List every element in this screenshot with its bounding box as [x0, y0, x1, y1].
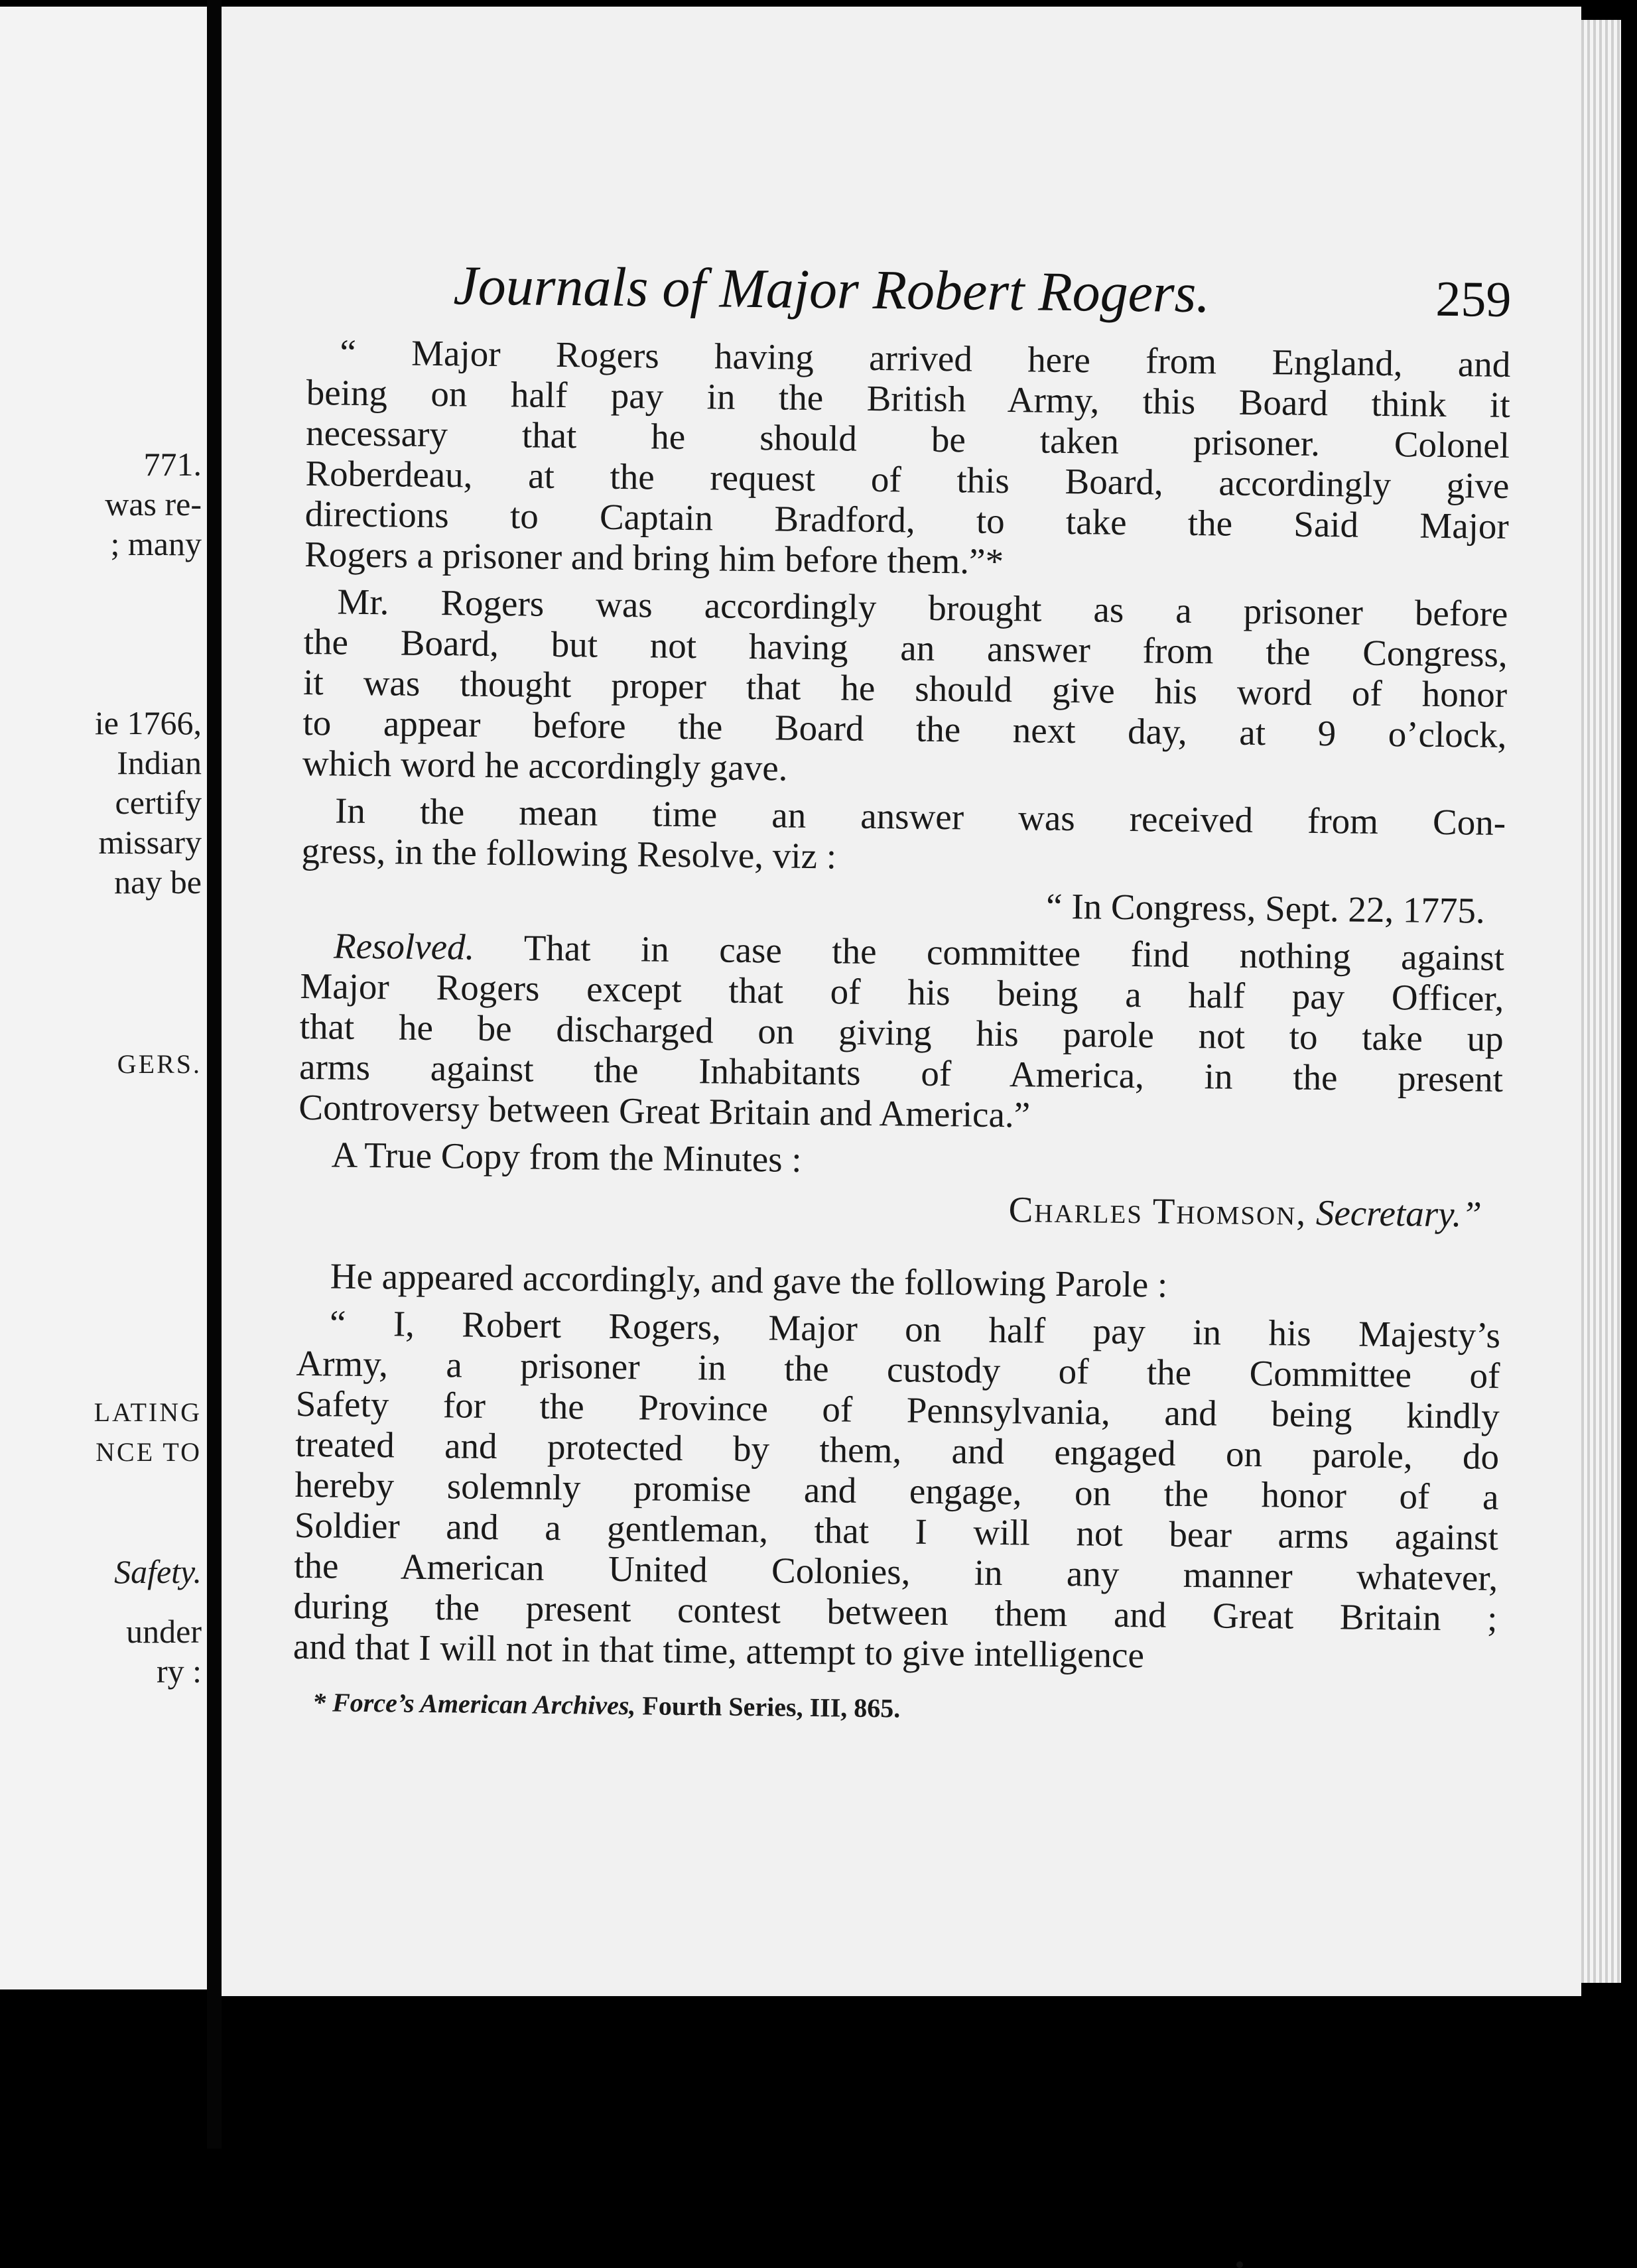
left-page-line: ; many [110, 525, 202, 562]
text-line: the Board, but not having an answer from the Congress, [303, 621, 1508, 674]
footnote [293, 1686, 1496, 1730]
left-page-line: was re- [105, 485, 202, 523]
left-page-line: 771. [143, 446, 202, 483]
text-line: and that I will not in that time, attempt to give intelligence [293, 1625, 1145, 1676]
book-gutter [207, 0, 222, 2149]
text-line: Army, a prisoner in the custody of the Committee of [296, 1342, 1500, 1396]
text-line: which word he accordingly gave. [302, 742, 788, 788]
paragraph-board-minutes [304, 332, 1511, 587]
true-copy-line [298, 1134, 1502, 1187]
text-line: Roberdeau, at the request of this Board, accordingly give [305, 452, 1510, 506]
text-line: Mr. Rogers was accordingly brought as a prisoner before [337, 581, 1508, 634]
text-line: directions to Captain Bradford, to take the Said Major [304, 493, 1510, 546]
footnote-marker: * [312, 1687, 333, 1718]
paragraph-resolution [298, 925, 1504, 1140]
left-page-line: GERS. [117, 1049, 202, 1079]
paragraph-answer-received [301, 790, 1506, 883]
text-line: Rogers a prisoner and bring him before them.”* [304, 533, 1004, 582]
text-line: it was thought proper that he should give his word of honor [302, 661, 1508, 715]
page-content [293, 252, 1512, 1730]
scan-border [1621, 0, 1637, 2149]
text-line: to appear before the Board the next day, at 9 o’clock, [302, 702, 1507, 755]
text-line: “ Major Rogers having arrived here from England, and [340, 332, 1511, 385]
resolved-label: Resolved. [333, 925, 475, 968]
running-title: Journals of Major Robert Rogers. [452, 255, 1211, 325]
print-speck [1236, 2261, 1243, 2268]
left-page-line: ry : [156, 1653, 202, 1690]
left-page-line: under [126, 1613, 202, 1650]
footnote-source: Force’s American Archives, [332, 1687, 636, 1721]
text-line: Major Rogers except that of his being a half pay Officer, [300, 965, 1504, 1019]
footnote-citation: Fourth Series, III, 865. [635, 1690, 901, 1724]
signature-line [298, 1181, 1502, 1236]
text-line: the American United Colonies, in any manner whatever, [293, 1544, 1498, 1598]
resolution-first-line-text: That in case the committee find nothing against [474, 926, 1505, 978]
text-line: gress, in the following Resolve, viz : [301, 830, 837, 877]
congress-dateline: “ In Congress, Sept. 22, 1775. [1045, 885, 1486, 931]
text-line: In the mean time an answer was received from Con- [334, 790, 1506, 843]
page-header [307, 252, 1512, 344]
text-line: that he be discharged on giving his parole not to take up [299, 1005, 1504, 1059]
left-page-line: missary [98, 824, 202, 861]
appeared-text: He appeared accordingly, and gave the following Parole : [330, 1255, 1168, 1305]
signature-name: Charles Thomson, [1008, 1189, 1307, 1233]
text-line: Soldier and a gentleman, that I will not bear arms against [294, 1504, 1499, 1558]
left-page-fragment [0, 7, 207, 1989]
text-line: “ I, Robert Rogers, Major on half pay in his Majesty’s [329, 1302, 1501, 1355]
paragraph-parole [293, 1302, 1501, 1679]
text-line: hereby solemnly promise and engage, on the honor of a [295, 1464, 1499, 1517]
text-line: being on half pay in the British Army, this Board think it [306, 371, 1511, 425]
text-line: Safety for the Province of Pennsylvania, and being kindly [295, 1383, 1500, 1436]
left-page-line: LATING [94, 1397, 202, 1427]
left-page-line: certify [115, 784, 202, 821]
text-line: Controversy between Great Britain and America.” [298, 1086, 1031, 1135]
text-line: arms against the Inhabitants of America, in the present [298, 1046, 1504, 1100]
text-line: during the present contest between them and Great Britain ; [293, 1585, 1498, 1639]
page-number: 259 [1435, 271, 1512, 328]
left-page-line: nay be [114, 863, 202, 901]
left-page-line: ie 1766, [94, 704, 202, 741]
true-copy-text: A True Copy from the Minutes : [331, 1134, 802, 1180]
left-page-line: Safety. [114, 1553, 202, 1590]
text-line: necessary that he should be taken prisoner. Colonel [305, 412, 1510, 466]
page-edges [1581, 20, 1621, 1983]
text-line: treated and protected by them, and engaged on parole, do [295, 1423, 1500, 1477]
left-page-line: Indian [117, 744, 202, 781]
signature-title: Secretary.” [1315, 1192, 1482, 1235]
book-page [222, 7, 1581, 1996]
paragraph-brought-before-board [302, 581, 1508, 796]
left-page-line: NCE TO [96, 1437, 202, 1467]
